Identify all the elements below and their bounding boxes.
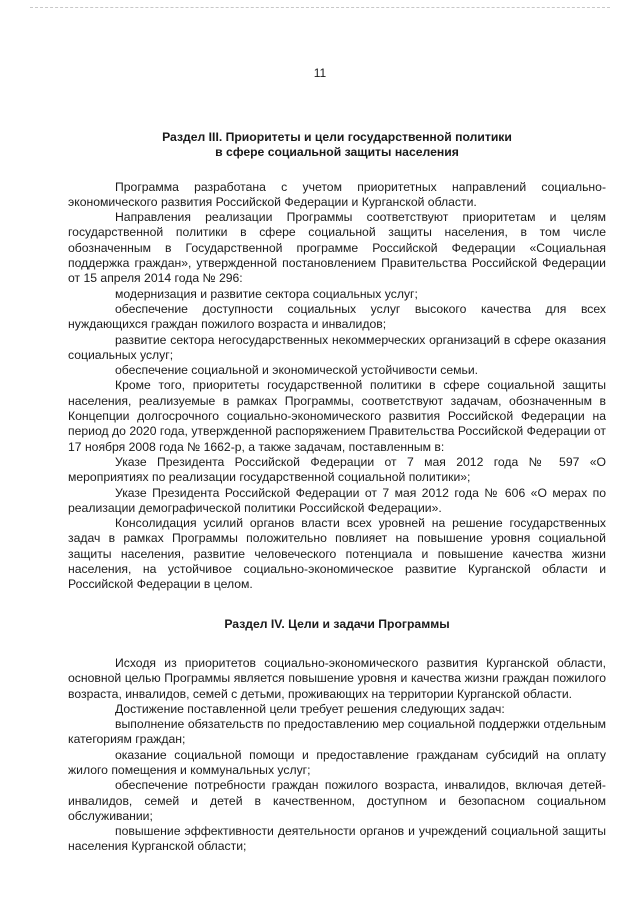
section-4-heading: Раздел IV. Цели и задачи Программы xyxy=(224,616,450,631)
list-item: Указе Президента Российской Федерации от 7 мая 2012 года № 597 «О мероприятиях по реализации государственной социальной политики»; xyxy=(68,454,606,485)
paragraph: Исходя из приоритетов социально-экономического развития Курганской области, основной целью Программы является повышение уровня и качества жизни граждан пожилого возраста, инвалидов, семей с детьми, проживающих на территории Курганской области. xyxy=(68,655,606,701)
section-3-title-line-1: Раздел III. Приоритеты и цели государственной политики xyxy=(162,130,512,144)
paragraph: Программа разработана с учетом приоритетных направлений социально-экономического развития Российской Федерации и Курганской области. xyxy=(68,179,606,209)
list-item: обеспечение социальной и экономической устойчивости семьи. xyxy=(115,363,479,378)
list-item: модернизация и развитие сектора социальных услуг; xyxy=(115,286,418,301)
scan-top-edge xyxy=(30,7,610,9)
list-item: Указе Президента Российской Федерации от 7 мая 2012 года № 606 «О мерах по реализации демографической политики Российской Федерации». xyxy=(68,485,606,515)
paragraph: Достижение поставленной цели требует решения следующих задач: xyxy=(115,701,505,716)
paragraph: Направления реализации Программы соответствуют приоритетам и целям государственной политики в сфере социальной защиты населения, в том числе обозначенным в Государственной программе Российской Федерации «Социальная поддержка граждан», утвержденной постановлением Правительства Российской Федерации от 15 апреля 2014 года № 296: xyxy=(68,210,606,286)
list-item: повышение эффективности деятельности органов и учреждений социальной защиты населения Курганской области; xyxy=(68,824,606,854)
list-item: оказание социальной помощи и предоставление гражданам субсидий на оплату жилого помещения и коммунальных услуг; xyxy=(68,747,606,777)
list-item: обеспечение потребности граждан пожилого возраста, инвалидов, включая детей-инвалидов, семей и детей в качественном, доступном и безопасном социальном обслуживании; xyxy=(68,778,606,823)
section-3-title-line-2: в сфере социальной защиты населения xyxy=(215,145,459,160)
section-3-heading xyxy=(68,130,606,161)
page-number: 11 xyxy=(313,66,327,80)
paragraph: Консолидация усилий органов власти всех уровней на решение государственных задач в рамках Программы положительно повлияет на повышение уровня социальной защиты населения, развитие человеческого потенциала и повышение качества жизни населения, на устойчивое социально-экономическое развитие Курганской области и Российской Федерации в целом. xyxy=(68,516,606,592)
paragraph: Кроме того, приоритеты государственной политики в сфере социальной защиты населения, реализуемые в рамках Программы, соответствуют задачам, обозначенным в Концепции долгосрочного социально-экономического развития Российской Федерации на период до 2020 года, утвержденной распоряжением Правительства Российской Федерации от 17 ноября 2008 года № 1662-р, а также задачам, поставленным в: xyxy=(68,378,606,454)
list-item: развитие сектора негосударственных некоммерческих организаций в сфере оказания социальных услуг; xyxy=(68,332,606,362)
list-item: выполнение обязательств по предоставлению мер социальной поддержки отдельным категориям граждан; xyxy=(68,717,606,747)
list-item: обеспечение доступности социальных услуг высокого качества для всех нуждающихся граждан пожилого возраста и инвалидов; xyxy=(68,301,606,332)
document-body xyxy=(68,112,606,855)
